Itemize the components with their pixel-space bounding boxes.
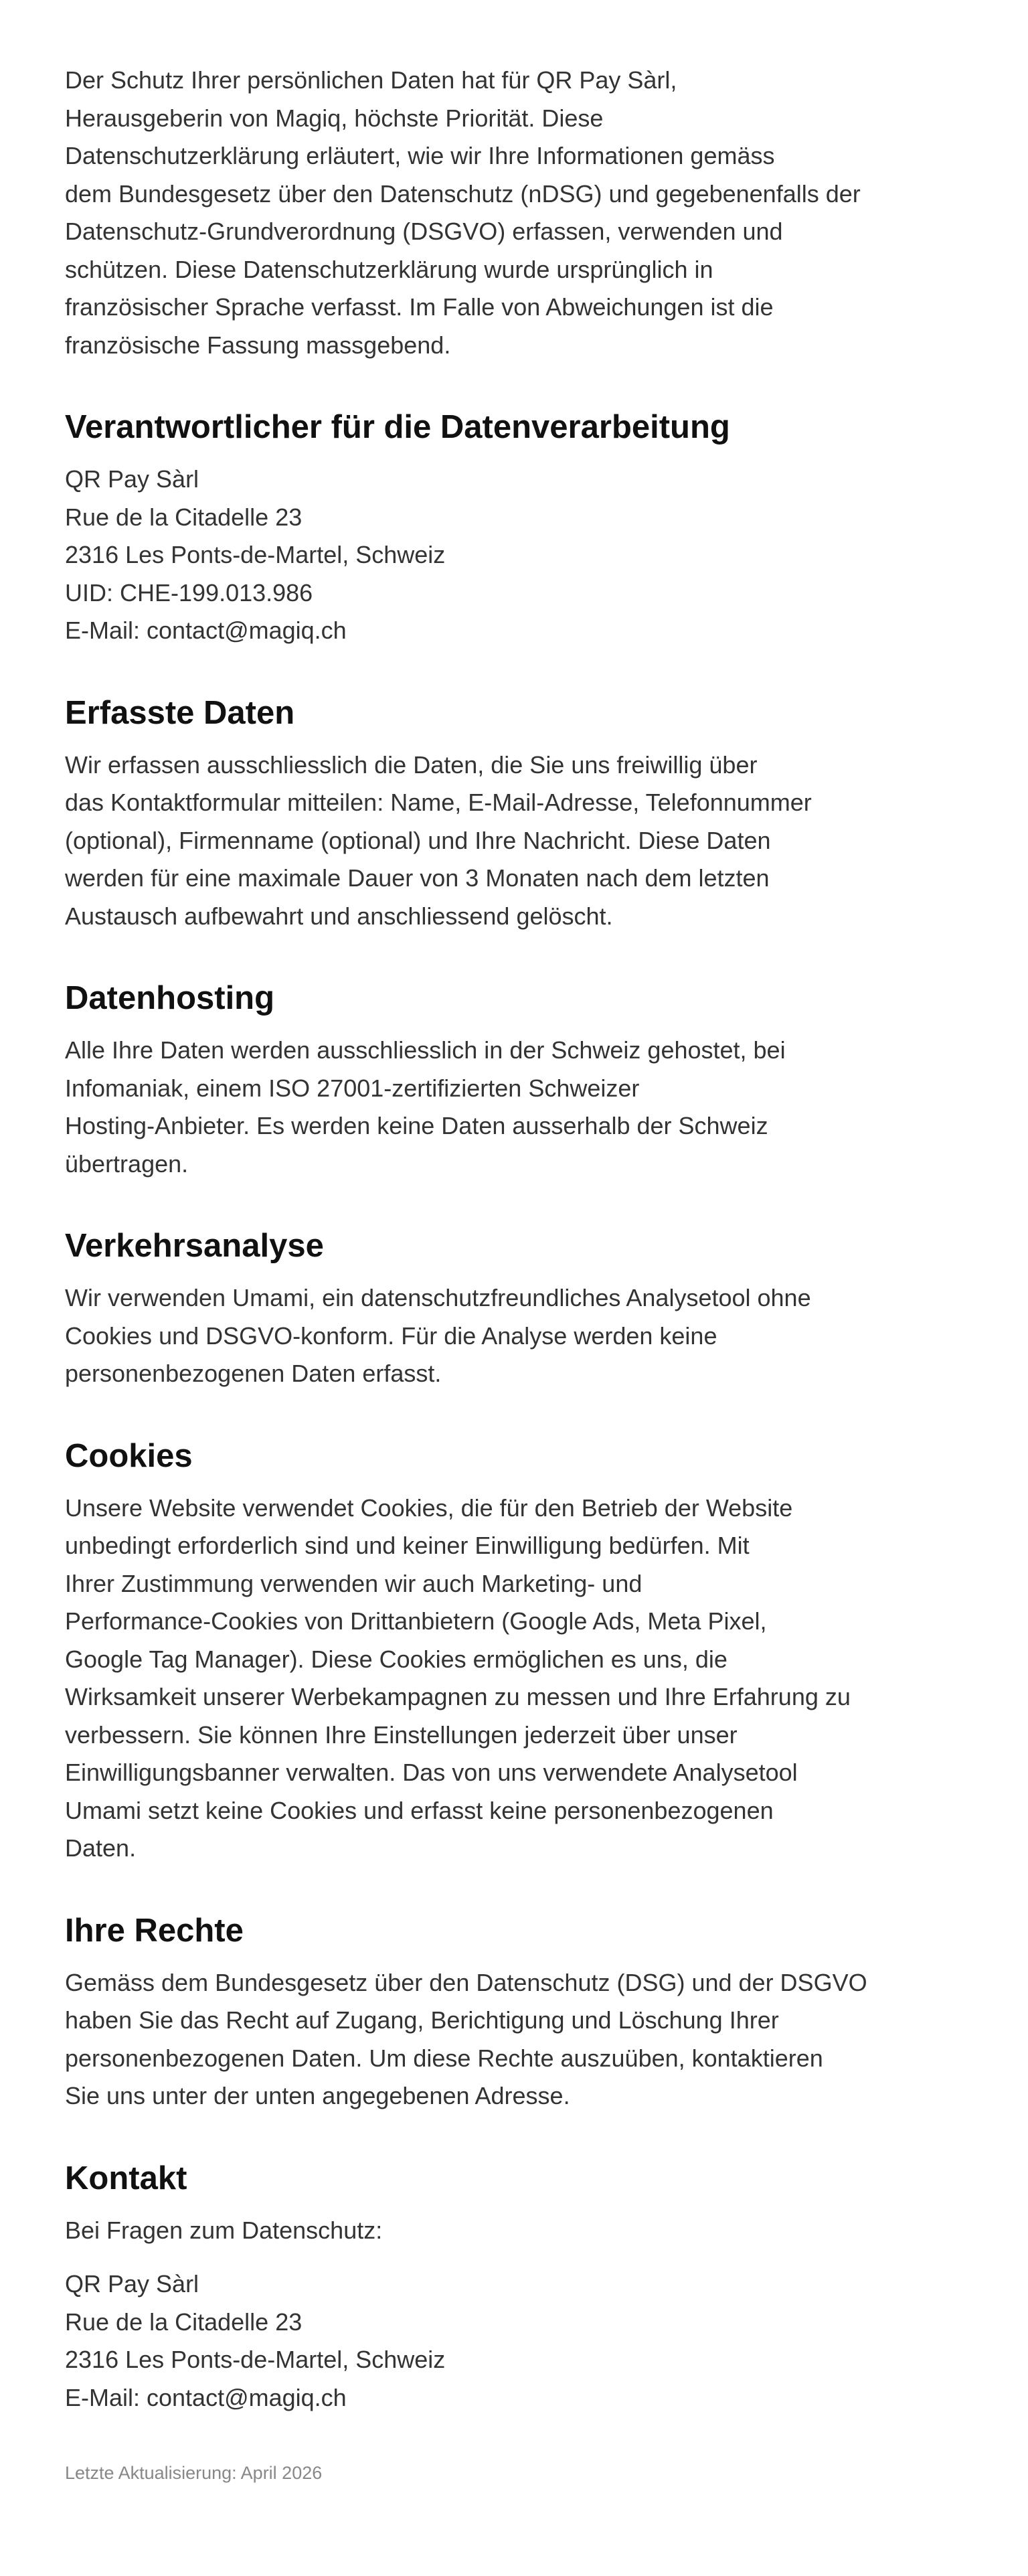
cookies-paragraph xyxy=(65,1490,895,1868)
uid-number: UID: CHE-199.013.986 xyxy=(65,578,313,607)
paragraph-line: Infomaniak, einem ISO 27001-zertifizierten Schweizer xyxy=(65,1074,640,1102)
analytics-paragraph xyxy=(65,1279,895,1393)
paragraph-line: das Kontaktformular mitteilen: Name, E-Mail-Adresse, Telefonnummer xyxy=(65,789,812,816)
paragraph-line: Alle Ihre Daten werden ausschliesslich in der Schweiz gehostet, bei xyxy=(65,1036,786,1064)
paragraph-line: Unsere Website verwendet Cookies, die für den Betrieb der Website xyxy=(65,1494,793,1522)
contact-heading: Kontakt xyxy=(65,2160,187,2196)
last-updated-note: Letzte Aktualisierung: April 2026 xyxy=(65,2463,323,2483)
paragraph-line: verbessern. Sie können Ihre Einstellungen jederzeit über unser xyxy=(65,1720,738,1749)
paragraph-line: werden für eine maximale Dauer von 3 Monaten nach dem letzten xyxy=(65,864,770,892)
paragraph-line: Google Tag Manager). Diese Cookies ermöglichen es uns, die xyxy=(65,1645,727,1673)
city-address: 2316 Les Ponts-de-Martel, Schweiz xyxy=(65,2346,446,2373)
intro-line: französischer Sprache verfasst. Im Falle von Abweichungen ist die xyxy=(65,293,774,321)
contact-intro: Bei Fragen zum Datenschutz: xyxy=(65,2216,383,2244)
controller-address xyxy=(65,461,895,650)
paragraph-line: Performance-Cookies von Drittanbietern (Google Ads, Meta Pixel, xyxy=(65,1607,767,1635)
intro-paragraph xyxy=(65,62,895,364)
paragraph-line: personenbezogenen Daten erfasst. xyxy=(65,1360,442,1387)
paragraph-line: Cookies und DSGVO-konform. Für die Analyse werden keine xyxy=(65,1321,717,1350)
controller-heading: Verantwortlicher für die Datenverarbeitung xyxy=(65,409,730,445)
rights-section xyxy=(65,1911,895,2115)
paragraph-line: Wirksamkeit unserer Werbekampagnen zu messen und Ihre Erfahrung zu xyxy=(65,1683,851,1710)
rights-heading: Ihre Rechte xyxy=(65,1912,244,1949)
controller-section xyxy=(65,407,895,650)
collected-data-paragraph xyxy=(65,746,895,936)
paragraph-line: (optional), Firmenname (optional) und Ihre Nachricht. Diese Daten xyxy=(65,826,771,854)
hosting-section xyxy=(65,978,895,1183)
privacy-policy-content xyxy=(65,62,895,2486)
collected-data-heading: Erfasste Daten xyxy=(65,694,295,731)
hosting-heading: Datenhosting xyxy=(65,980,275,1016)
paragraph-line: Umami setzt keine Cookies und erfasst keine personenbezogenen xyxy=(65,1796,774,1824)
paragraph-line: Daten. xyxy=(65,1834,137,1862)
cookies-heading: Cookies xyxy=(65,1437,193,1474)
analytics-section xyxy=(65,1226,895,1393)
intro-line: dem Bundesgesetz über den Datenschutz (nDSG) und gegebenenfalls der xyxy=(65,179,861,208)
intro-line: Datenschutz-Grundverordnung (DSGVO) erfassen, verwenden und xyxy=(65,218,783,245)
contact-section xyxy=(65,2158,895,2417)
paragraph-line: Wir verwenden Umami, ein datenschutzfreundliches Analysetool ohne xyxy=(65,1284,811,1311)
paragraph-line: Hosting-Anbieter. Es werden keine Daten ausserhalb der Schweiz xyxy=(65,1112,768,1139)
paragraph-line: unbedingt erforderlich sind und keiner Einwilligung bedürfen. Mit xyxy=(65,1532,750,1559)
cookies-section xyxy=(65,1436,895,1868)
company-name: QR Pay Sàrl xyxy=(65,2270,199,2298)
collected-data-section xyxy=(65,693,895,936)
intro-line: Der Schutz Ihrer persönlichen Daten hat für QR Pay Sàrl, xyxy=(65,66,677,94)
paragraph-line: Austausch aufbewahrt und anschliessend gelöscht. xyxy=(65,902,613,930)
paragraph-line: personenbezogenen Daten. Um diese Rechte auszuüben, kontaktieren xyxy=(65,2044,823,2072)
paragraph-line: Wir erfassen ausschliesslich die Daten, die Sie uns freiwillig über xyxy=(65,750,758,779)
city-address: 2316 Les Ponts-de-Martel, Schweiz xyxy=(65,541,446,568)
paragraph-line: Ihrer Zustimmung verwenden wir auch Marketing- und xyxy=(65,1569,642,1597)
contact-address xyxy=(65,2265,895,2417)
paragraph-line: Gemäss dem Bundesgesetz über den Datenschutz (DSG) und der DSGVO xyxy=(65,1968,867,1996)
email-line: E-Mail: contact@magiq.ch xyxy=(65,617,347,644)
paragraph-line: Einwilligungsbanner verwalten. Das von uns verwendete Analysetool xyxy=(65,1759,798,1786)
street-address: Rue de la Citadelle 23 xyxy=(65,2308,303,2336)
street-address: Rue de la Citadelle 23 xyxy=(65,503,303,531)
rights-paragraph xyxy=(65,1964,895,2115)
company-name: QR Pay Sàrl xyxy=(65,465,199,493)
intro-line: französische Fassung massgebend. xyxy=(65,331,451,359)
intro-line: Datenschutzerklärung erläutert, wie wir Ihre Informationen gemäss xyxy=(65,142,775,169)
paragraph-line: Sie uns unter der unten angegebenen Adresse. xyxy=(65,2082,570,2109)
intro-line: Herausgeberin von Magiq, höchste Priorität. Diese xyxy=(65,104,604,132)
paragraph-line: übertragen. xyxy=(65,1149,189,1178)
analytics-heading: Verkehrsanalyse xyxy=(65,1228,324,1264)
email-line: E-Mail: contact@magiq.ch xyxy=(65,2383,347,2411)
intro-line: schützen. Diese Datenschutzerklärung wurde ursprünglich in xyxy=(65,255,713,283)
paragraph-line: haben Sie das Recht auf Zugang, Berichtigung und Löschung Ihrer xyxy=(65,2006,779,2034)
hosting-paragraph xyxy=(65,1032,895,1183)
